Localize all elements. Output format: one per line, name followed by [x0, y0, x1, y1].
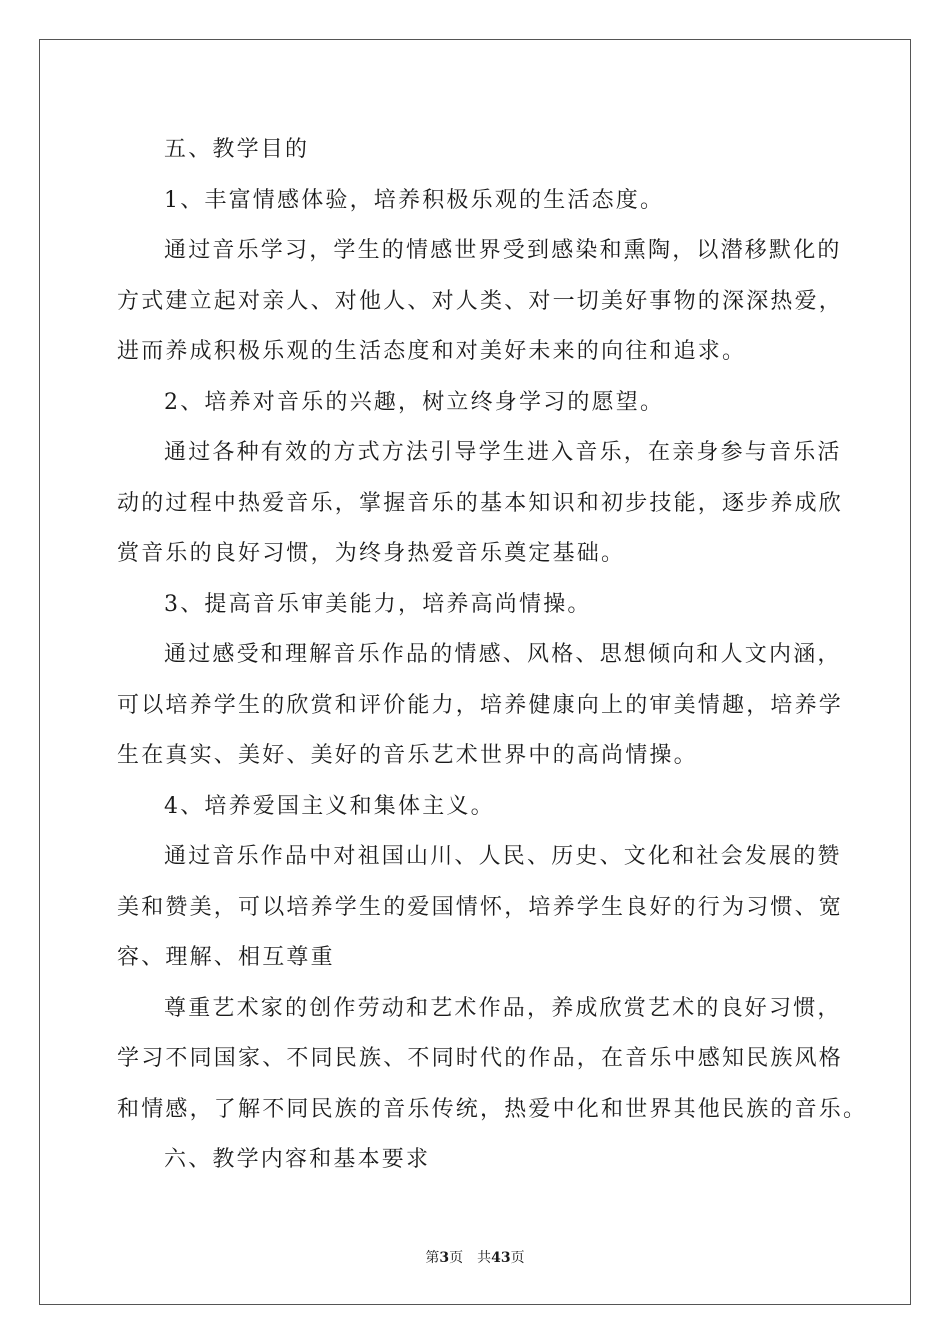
- paragraph-line: 和情感，了解不同民族的音乐传统，热爱中化和世界其他民族的音乐。: [117, 1096, 868, 1122]
- page-prefix: 第: [425, 1250, 440, 1266]
- paragraph-line: 可以培养学生的欣赏和评价能力，培养健康向上的审美情趣，培养学: [117, 692, 844, 718]
- total-pages: 43: [491, 1250, 511, 1266]
- total-prefix: 共: [477, 1250, 492, 1266]
- paragraph-line: 进而养成积极乐观的生活态度和对美好未来的向往和追求。: [117, 339, 747, 364]
- paragraph-line: 动的过程中热爱音乐，掌握音乐的基本知识和初步技能，逐步养成欣: [117, 490, 844, 516]
- page-footer: [0, 1247, 950, 1267]
- paragraph-line: 尊重艺术家的创作劳动和艺术作品，养成欣赏艺术的良好习惯，: [164, 995, 842, 1021]
- goal-heading-2: 2、培养对音乐的兴趣，树立终身学习的愿望。: [164, 389, 665, 415]
- page-number: 3: [439, 1250, 450, 1266]
- paragraph-line: 学习不同国家、不同民族、不同时代的作品，在音乐中感知民族风格: [117, 1046, 844, 1071]
- goal-heading-4: 4、培养爱国主义和集体主义。: [164, 793, 495, 819]
- paragraph-line: 方式建立起对亲人、对他人、对人类、对一切美好事物的深深热爱，: [117, 288, 844, 314]
- page-suffix: 页: [449, 1250, 464, 1266]
- paragraph-line: 美和赞美，可以培养学生的爱国情怀，培养学生良好的行为习惯、宽: [117, 894, 844, 920]
- goal-heading-3: 3、提高音乐审美能力，培养高尚情操。: [164, 591, 592, 617]
- paragraph-line: 通过各种有效的方式方法引导学生进入音乐，在亲身参与音乐活: [164, 440, 842, 465]
- paragraph-line: 通过音乐学习，学生的情感世界受到感染和熏陶，以潜移默化的: [164, 238, 842, 263]
- section-heading-6: 六、教学内容和基本要求: [164, 1147, 431, 1172]
- paragraph-line: 容、理解、相互尊重: [117, 945, 335, 970]
- total-suffix: 页: [510, 1250, 525, 1266]
- paragraph-line: 通过感受和理解音乐作品的情感、风格、思想倾向和人文内涵，: [164, 642, 842, 667]
- paragraph-line: 通过音乐作品中对祖国山川、人民、历史、文化和社会发展的赞: [164, 844, 842, 869]
- paragraph-line: 生在真实、美好、美好的音乐艺术世界中的高尚情操。: [117, 743, 698, 768]
- goal-heading-1: 1、丰富情感体验，培养积极乐观的生活态度。: [164, 187, 665, 213]
- document-body: [117, 125, 868, 1186]
- paragraph-line: 赏音乐的良好习惯，为终身热爱音乐奠定基础。: [117, 541, 626, 566]
- section-heading-5: 五、教学目的: [164, 137, 310, 162]
